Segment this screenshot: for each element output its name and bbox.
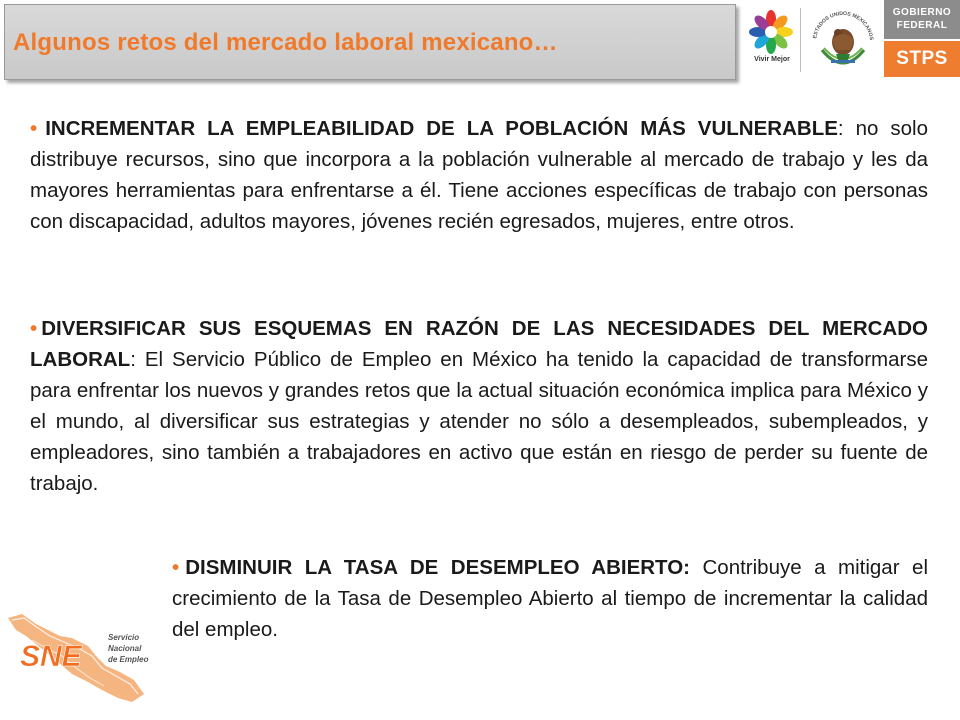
logo-divider — [800, 8, 801, 72]
sne-wordmark: SNE — [20, 640, 82, 673]
gobierno-line1: GOBIERNO — [892, 7, 952, 18]
gobierno-federal-box — [884, 0, 960, 39]
item-body: Contribuye a mitigar el crecimiento de la Tasa de Desempleo Abierto al tiempo de incrementar la calidad del empleo. — [172, 556, 928, 641]
sne-caption — [108, 632, 148, 665]
item-body: : no solo distribuye recursos, sino que incorpora a la población vulnerable al mercado de trabajo y les da mayores herramientas para enfrentarse a él. Tiene acciones específicas de trabajo con personas con discapacidad, adultos mayores, jóvenes recién egresados, mujeres, entre otros. — [30, 117, 928, 233]
stps-logo — [884, 41, 960, 77]
vivir-mejor-label: Vivir Mejor — [754, 56, 790, 63]
bullet-icon: • — [30, 317, 38, 340]
sne-line3: de Empleo — [108, 655, 149, 664]
item-heading: DIVERSIFICAR SUS ESQUEMAS EN RAZÓN DE LAS NECESIDADES DEL MERCADO LABORAL — [30, 317, 928, 371]
title-bar — [4, 4, 736, 80]
sne-line2: Nacional — [108, 644, 142, 653]
escudo-text: ESTADOS UNIDOS MEXICANOS — [812, 10, 874, 41]
bullet-item-desempleo — [172, 552, 928, 645]
item-body: : El Servicio Público de Empleo en México ha tenido la capacidad de transformarse para enfrentar los nuevos y grandes retos que la actual situación económica implica para México y el mundo, al diversificar sus estrategias y atender no sólo a desempleados, subempleados, y empleadores, sino también a trabajadores en activo que están en riesgo de perder su fuente de trabajo. — [30, 348, 928, 495]
bullet-item-empleabilidad — [30, 113, 928, 237]
gobierno-line2: FEDERAL — [896, 20, 948, 31]
item-heading: DISMINUIR LA TASA DE DESEMPLEO ABIERTO: — [185, 556, 690, 579]
sne-line1: Servicio — [108, 633, 140, 642]
bullet-icon: • — [30, 117, 38, 140]
bullet-item-diversificar — [30, 313, 928, 499]
stps-label: STPS — [896, 48, 948, 69]
bullet-icon: • — [172, 556, 180, 579]
slide-title: Algunos retos del mercado laboral mexicano… — [13, 29, 558, 56]
mexican-coat-of-arms-icon — [806, 4, 880, 76]
item-heading: INCREMENTAR LA EMPLEABILIDAD DE LA POBLACIÓN MÁS VULNERABLE — [45, 117, 838, 140]
